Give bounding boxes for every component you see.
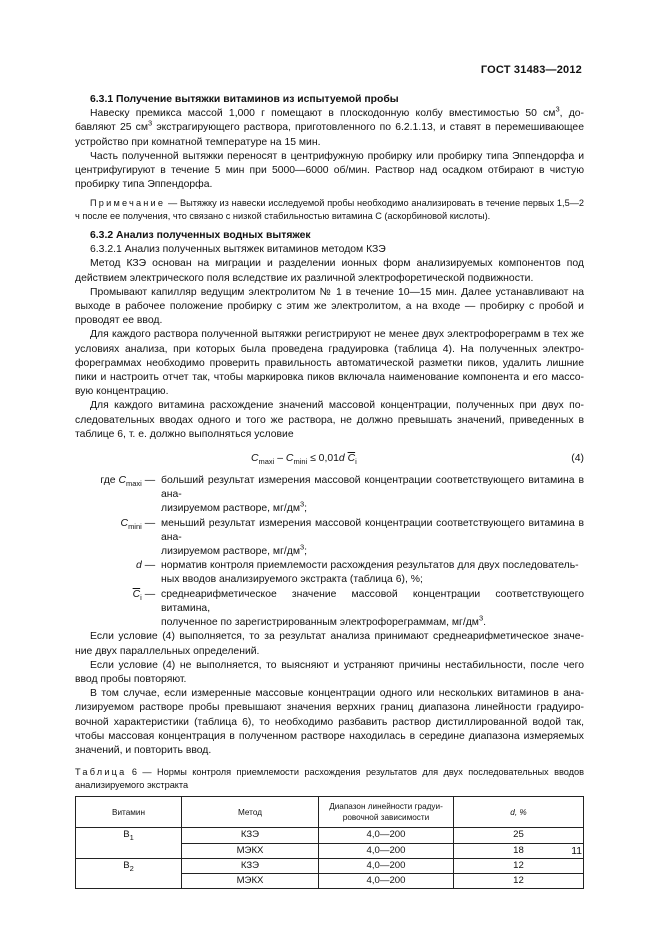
cell-d: 12 — [454, 858, 584, 873]
cell-range: 4,0—200 — [319, 873, 454, 888]
paragraph: Навеску премикса массой 1,000 г помещают в плоскодонную колбу вместимостью 50 $см^3$, до-бавляют 25 $см^3$ экстрагирующего раствора, приготовленного по 6.2.1.13, и ставят в перемешивающее устройство при комнатной температуре на 15 мин. — [75, 104, 585, 148]
col-header-vitamin: Витамин — [76, 797, 182, 828]
section-heading-6-3-1: 6.3.1 Получение вытяжки витаминов из испытуемой пробы — [90, 94, 399, 105]
cell-range: 4,0—200 — [319, 858, 454, 873]
formula-expression: $C_{maxi} - C_{mini} \le 0,01d$ $\overline{C}_i$ — [251, 453, 357, 467]
paragraph: Промывают капилляр ведущим электролитом № 1 в течение 10—15 мин. Далее устанавливают на выходе в рабочее положение пробирку с этим же электролитом, а на входе — пробирку с пробой и проводят ее ввод. — [75, 286, 584, 327]
definition-text: больший результат измерения массовой концентрации соответствующего витамина в ана- лизируемом растворе, $мг/дм^3$; — [161, 475, 584, 515]
text: , до-бавляют 25 см — [75, 108, 585, 134]
document-header: ГОСТ 31483—2012 — [480, 64, 582, 76]
col-header-method: Метод — [182, 797, 319, 828]
definition-symbol: d — — [136, 560, 158, 572]
col-header-range: Диапазон линейности градуи-ровочной зависимости — [319, 797, 454, 828]
formula-number: (4) — [571, 453, 584, 465]
definition-text: норматив контроля приемлемости расхождения результатов для двух последователь- ных вводов анализируемого экстракта (таблица 6), %; — [161, 560, 579, 586]
section-heading-6-3-2: 6.3.2 Анализ полученных водных вытяжек — [90, 230, 311, 242]
formula-4 — [75, 450, 584, 470]
paragraph: Часть полученной вытяжки переносят в центрифужную пробирку или пробирку типа Эппендорфа и центрифугируют в течение 5 мин при 5000—6000 об/мин. Раствор над осадком отбирают в чистую пробирку типа Эппендорфа. — [75, 150, 584, 191]
cell-vitamin: $B_2$ — [76, 858, 182, 888]
norms-table — [75, 796, 584, 889]
cell-d: 18 — [454, 843, 584, 858]
cell-d: 25 — [454, 828, 584, 843]
paragraph: Если условие (4) не выполняется, то выясняют и устраняют причины нестабильности, после чего ввод пробы повторяют. — [75, 659, 584, 685]
cell-range: 4,0—200 — [319, 828, 454, 843]
definition-symbol: $\overline{C}_i$ — — [132, 588, 158, 602]
cell-method: КЗЭ — [182, 828, 319, 843]
text: Навеску премикса массой 1,000 г помещают в плоскодонную колбу вместимостью 50 см — [90, 108, 556, 120]
definition-item — [75, 588, 584, 631]
text: экстрагирующего раствора, приготовленного по 6.2.1.13, и ставят в перемешивающее устройство при комнатной температуре на 15 мин. — [75, 122, 584, 148]
subsection-heading: 6.3.2.1 Анализ полученных вытяжек витаминов методом КЗЭ — [90, 244, 386, 256]
paragraph: Для каждого раствора полученной вытяжки регистрируют не менее двух электрофореграмм в тех же условиях анализа, при которых была проведена градуировка (таблица 4). На полученных электро-фореграммах необходимо проверить правильность автоматической разметки пиков, удалить лишние пики и настроить отчет так, чтобы маркировка пиков включала наименование компонента и его массо-вую концентрацию. — [75, 329, 584, 398]
definition-text: среднеарифметическое значение массовой концентрации соответствующего витамина, полученное по зарегистрированным электрофореграммам, $мг/дм^3$. — [161, 588, 584, 629]
table-header-row — [76, 797, 584, 828]
table-row — [76, 828, 584, 843]
cell-d: 12 — [454, 873, 584, 888]
definition-item — [75, 517, 584, 560]
table-caption-text: 6 — Нормы контроля приемлемости расхождения результатов для двух последовательных вводов анализируемого экстракта — [75, 767, 584, 790]
cell-range: 4,0—200 — [319, 843, 454, 858]
note — [75, 197, 584, 223]
table-caption-label: Таблица — [75, 767, 127, 778]
paragraph: Если условие (4) выполняется, то за результат анализа принимают среднеарифметическое значе-ние двух параллельных определений. — [75, 631, 584, 657]
cell-method: МЭКХ — [182, 843, 319, 858]
definition-item — [75, 474, 584, 517]
document-body — [75, 92, 584, 889]
definition-text: меньший результат измерения массовой концентрации соответствующего витамина в ана- лизируемом растворе, $мг/дм^3$; — [161, 517, 584, 558]
definition-item — [75, 559, 584, 587]
paragraph: В том случае, если измеренные массовые концентрации одного или нескольких витаминов в ана-лизируемом растворе пробы превышают значения верхних границ диапазона линейности градуиро-вочной характеристики (таблица 6), то необходимо разбавить раствор дистиллированной водой так, чтобы массовая концентрация в полученном растворе находилась в середине диапазона измеряемых значений, и повторить ввод. — [75, 688, 584, 756]
page-number: 11 — [571, 846, 582, 857]
col-header-d: d, % — [454, 797, 584, 828]
definitions-list — [75, 474, 584, 630]
note-text: — Вытяжку из навески исследуемой пробы необходимо анализировать в течение первых 1,5—2 ч после ее получения, что связано с низкой стабильностью витамина С (аскорбиновой кислоты). — [75, 198, 584, 222]
cell-method: МЭКХ — [182, 873, 319, 888]
table-row — [76, 858, 584, 873]
table-caption — [75, 766, 584, 791]
paragraph: Для каждого витамина расхождение значений массовой концентрации, полученных при двух по-следовательных вводах одного и того же раствора, не должно превышать значений, приведенных в таблице 6, т. е. должно выполняться условие — [75, 400, 584, 440]
note-label: Примечание — [90, 198, 166, 209]
cell-vitamin: $B_1$ — [76, 828, 182, 858]
paragraph: Метод КЗЭ основан на миграции и разделении ионных форм анализируемых компонентов под действием электрического поля вследствие их различной электрофоретической подвижности. — [75, 258, 584, 284]
definition-symbol: $C_{mini}$ — — [120, 517, 158, 531]
cell-method: КЗЭ — [182, 858, 319, 873]
definition-symbol: где $C_{maxi}$ — — [100, 475, 158, 489]
